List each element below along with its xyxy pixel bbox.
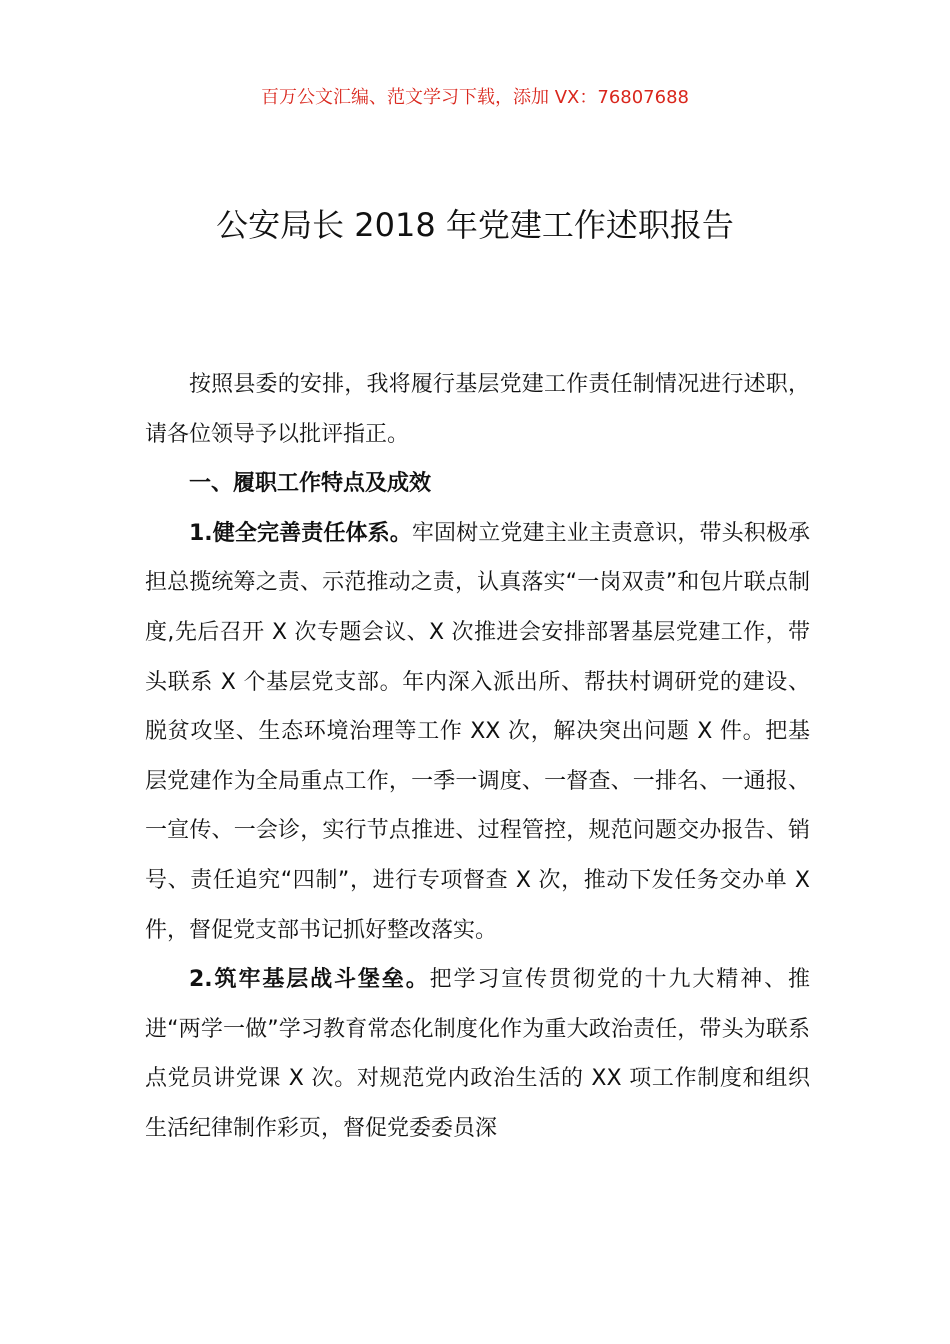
promo-banner: 百万公文汇编、范文学习下载，添加 VX：76807688	[261, 87, 689, 108]
document-body	[145, 360, 810, 1154]
item-1-paragraph	[145, 509, 810, 955]
document-title: 公安局长 2018 年党建工作述职报告	[216, 206, 734, 244]
item-1-text: 牢固树立党建主业主责意识，带头积极承担总揽统筹之责、示范推动之责，认真落实“一岗双责”和包片联点制度,先后召开 X 次专题会议、X 次推进会安排部署基层党建工作，带头联系 X 个基层党支部。年内深入派出所、帮扶村调研党的建设、脱贫攻坚、生态环境治理等工作 XX 次，解决突出问题 X 件。把基层党建作为全局重点工作，一季一调度、一督查、一排名、一通报、一宣传、一会诊，实行节点推进、过程管控，规范问题交办报告、销号、责任追究“四制”，进行专项督查 X 次，推动下发任务交办单 X 件，督促党支部书记抓好整改落实。	[145, 520, 810, 943]
item-2-lead: 2.筑牢基层战斗堡垒。	[189, 967, 430, 993]
section-heading: 一、履职工作特点及成效	[189, 471, 432, 497]
intro-paragraph: 按照县委的安排，我将履行基层党建工作责任制情况进行述职，请各位领导予以批评指正。	[145, 372, 810, 447]
item-2-text: 把学习宣传贯彻党的十九大精神、推进“两学一做”学习教育常态化制度化作为重大政治责任，带头为联系点党员讲党课 X 次。对规范党内政治生活的 XX 项工作制度和组织生活纪律制作彩页，督促党委委员深	[145, 967, 810, 1141]
item-1-lead: 1.健全完善责任体系。	[189, 520, 412, 546]
item-2-paragraph	[145, 955, 810, 1153]
